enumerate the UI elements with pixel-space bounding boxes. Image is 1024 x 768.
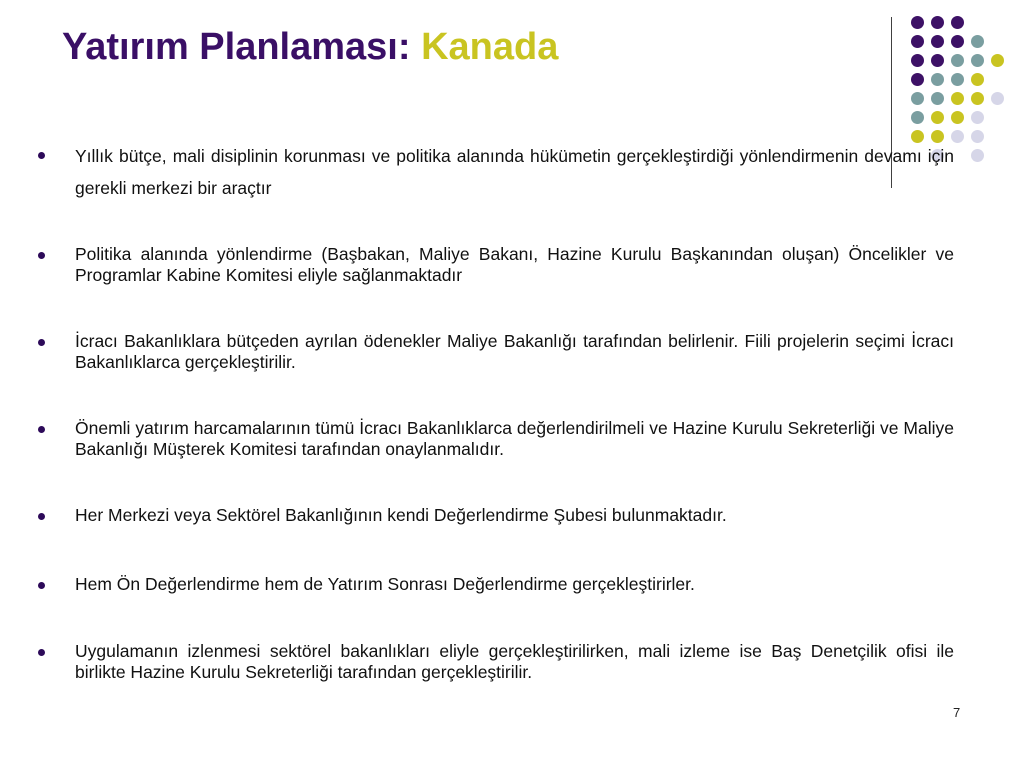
decor-dot [971, 92, 984, 105]
decor-dot [911, 54, 924, 67]
decor-dot [931, 35, 944, 48]
bullet-dot-icon [38, 513, 45, 520]
decor-dot [951, 73, 964, 86]
decor-dot [911, 35, 924, 48]
decor-dot [911, 73, 924, 86]
decor-dot [971, 130, 984, 143]
decor-dot [951, 92, 964, 105]
decor-dot [931, 54, 944, 67]
decor-dot [971, 54, 984, 67]
decor-dot [951, 111, 964, 124]
decor-dot [951, 54, 964, 67]
bullet-dot-icon [38, 426, 45, 433]
bullet-text: Önemli yatırım harcamalarının tümü İcracı Bakanlıklarca değerlendirilmeli ve Hazine Kurulu Sekreterliği ve Maliye Bakanlığı Müşterek Komitesi tarafından onaylanmalıdır. [75, 418, 954, 459]
bullet-item [38, 244, 954, 286]
bullet-dot-icon [38, 252, 45, 259]
page-number: 7 [953, 705, 961, 720]
bullet-dot-icon [38, 649, 45, 656]
decor-dot [971, 73, 984, 86]
bullet-dot-icon [38, 582, 45, 589]
title-accent: Kanada [421, 26, 559, 68]
decor-dot [991, 92, 1004, 105]
decor-dot [971, 149, 984, 162]
bullet-item [38, 140, 954, 204]
decor-dot [931, 111, 944, 124]
bullet-text: İcracı Bakanlıklara bütçeden ayrılan ödenekler Maliye Bakanlığı tarafından belirlenir. Fiili projelerin seçimi İcracı Bakanlıklarca gerçekleştirilir. [75, 331, 954, 372]
decor-dot [971, 111, 984, 124]
decor-dot [971, 35, 984, 48]
bullet-text: Uygulamanın izlenmesi sektörel bakanlıkları eliyle gerçekleştirilirken, mali izleme ise Baş Denetçilik ofisi ile birlikte Hazine Kurulu Sekreterliği tarafından gerçekleştirilir. [75, 641, 954, 682]
decor-dot [911, 111, 924, 124]
decor-dot [931, 92, 944, 105]
decor-dot [951, 35, 964, 48]
decor-dot [991, 54, 1004, 67]
bullet-dot-icon [38, 339, 45, 346]
bullet-text: Yıllık bütçe, mali disiplinin korunması ve politika alanında hükümetin gerçekleştirdiği yönlendirmenin devamı için gerekli merkezi bir araçtır [75, 146, 954, 198]
decor-dot [931, 16, 944, 29]
decor-dot [951, 16, 964, 29]
decor-dot [931, 73, 944, 86]
bullet-item [38, 331, 954, 373]
bullet-text: Hem Ön Değerlendirme hem de Yatırım Sonrası Değerlendirme gerçekleştirirler. [75, 574, 695, 594]
bullet-item [38, 505, 954, 526]
bullet-item [38, 418, 954, 460]
bullet-list [38, 140, 954, 683]
bullet-text: Politika alanında yönlendirme (Başbakan, Maliye Bakanı, Hazine Kurulu Başkanından oluşan) Öncelikler ve Programlar Kabine Komitesi eliyle sağlanmaktadır [75, 244, 954, 285]
bullet-dot-icon [38, 152, 45, 159]
decor-dot [911, 16, 924, 29]
title-main: Yatırım Planlaması: [62, 26, 411, 68]
decor-dot [911, 92, 924, 105]
bullet-item [38, 574, 954, 595]
bullet-item [38, 641, 954, 683]
bullet-text: Her Merkezi veya Sektörel Bakanlığının kendi Değerlendirme Şubesi bulunmaktadır. [75, 505, 727, 525]
